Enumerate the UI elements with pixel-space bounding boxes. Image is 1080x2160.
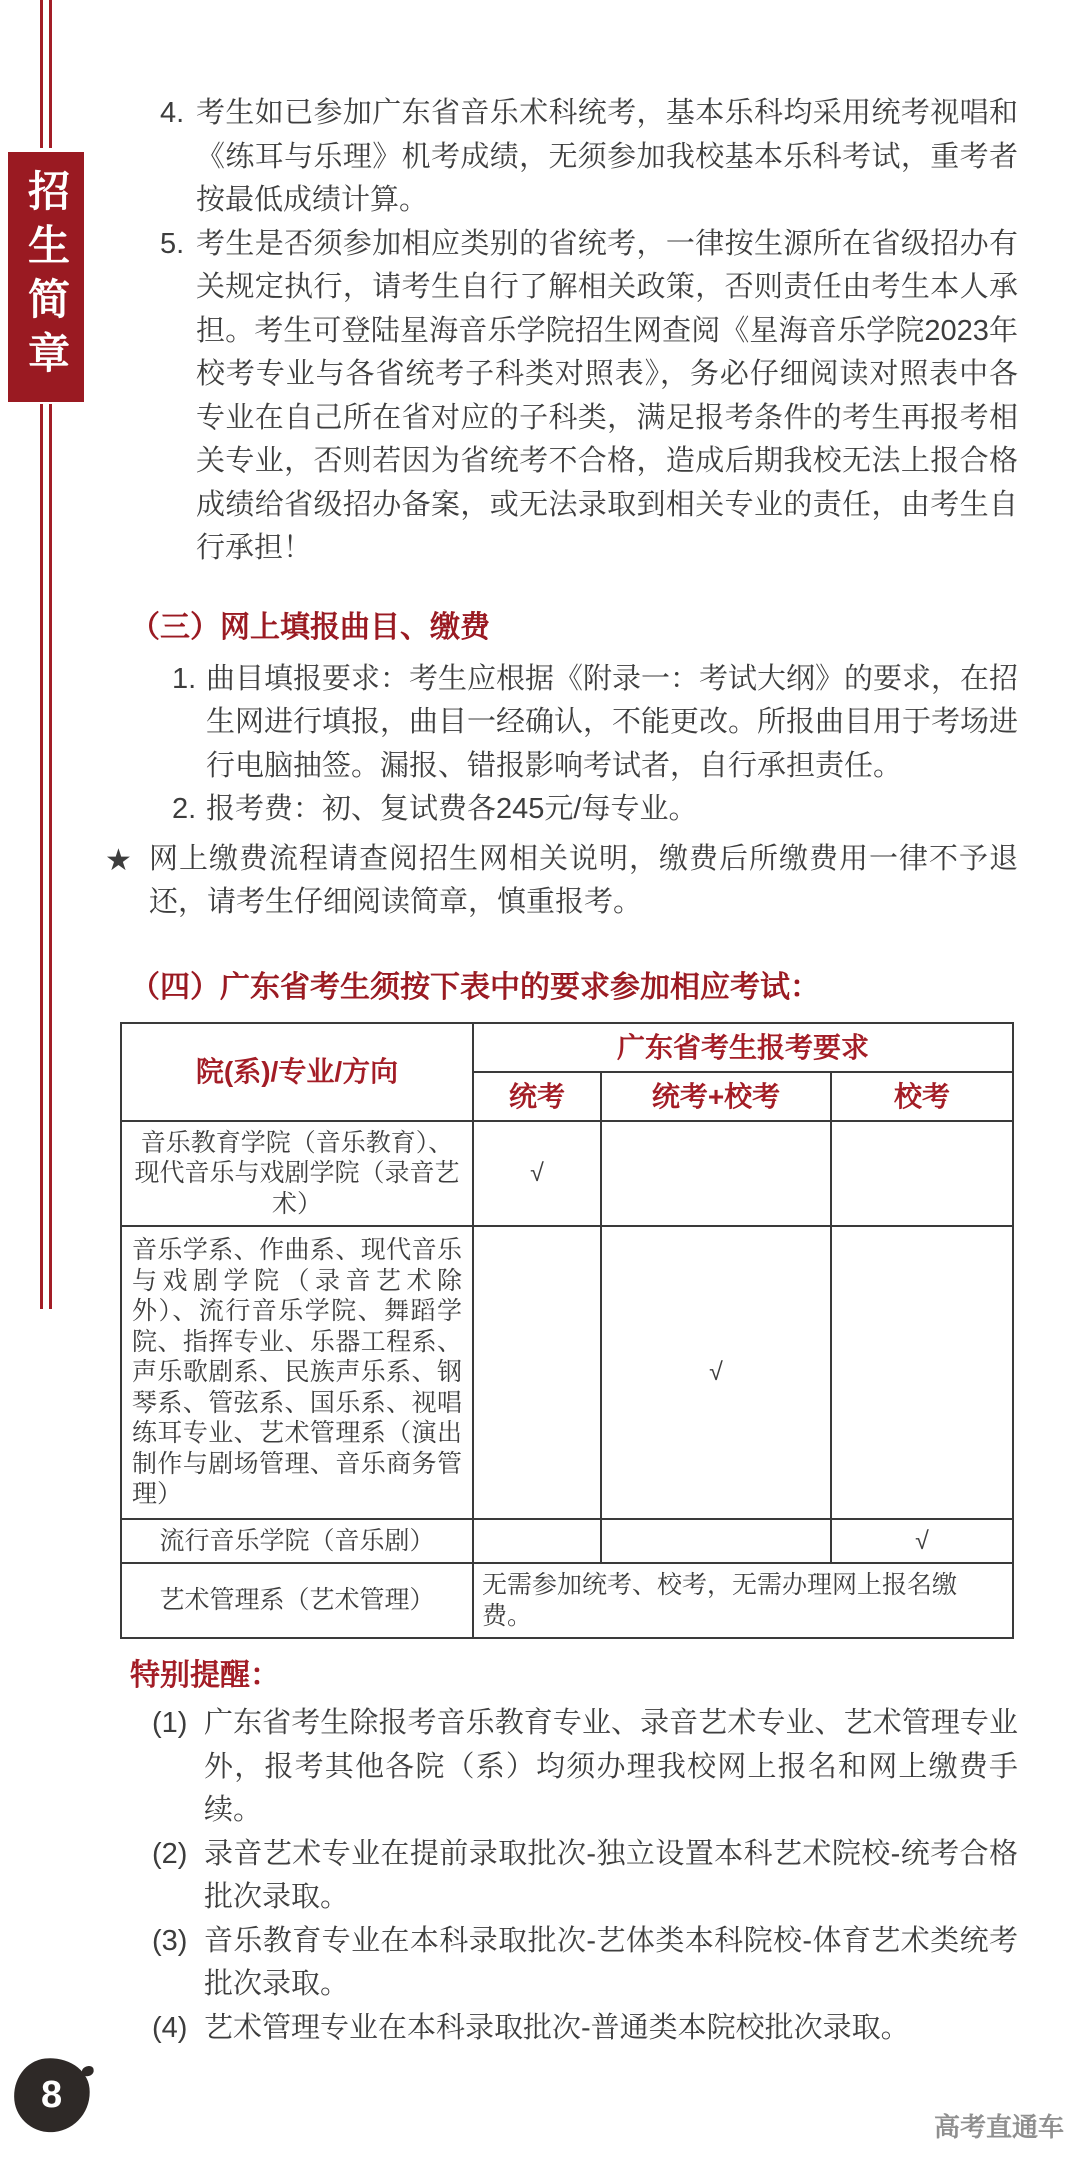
check-cell: [473, 1519, 601, 1564]
list-item-text: 报考费：初、复试费各245元/每专业。: [206, 793, 698, 825]
table-row: [121, 1519, 1013, 1564]
reminder-item-3: [152, 1920, 1018, 2007]
reminder-heading: 特别提醒：: [130, 1659, 280, 1692]
left-double-rule-top: [40, 0, 52, 148]
col-header-major: 院(系)/专业/方向: [121, 1023, 473, 1121]
page-number: 8: [41, 2073, 63, 2116]
list-item-number: (4): [152, 2011, 188, 2044]
check-cell: [473, 1226, 601, 1519]
check-cell: √: [601, 1226, 831, 1519]
section3-item-2: [172, 788, 1018, 832]
reminder-item-4: [152, 2007, 1018, 2051]
major-cell: 流行音乐学院（音乐剧）: [121, 1519, 473, 1564]
left-double-rule-bottom: [40, 404, 52, 1309]
side-banner: [8, 152, 84, 402]
major-cell: 音乐学系、作曲系、现代音乐与戏剧学院（录音艺术除外）、流行音乐学院、舞蹈学院、指挥专业、乐器工程系、声乐歌剧系、民族声乐系、钢琴系、管弦系、国乐系、视唱练耳专业、艺术管理系（演出制作与剧场管理、音乐商务管理）: [121, 1226, 473, 1519]
col-header-tongkao-xiaokao: 统考+校考: [601, 1072, 831, 1121]
list-item-5: [100, 223, 1018, 571]
star-note: [105, 838, 1018, 925]
list-item-number: 1.: [172, 662, 197, 695]
check-cell: √: [473, 1121, 601, 1227]
list-item-text: 录音艺术专业在提前录取批次-独立设置本科艺术院校-统考合格批次录取。: [204, 1837, 1018, 1913]
check-cell: [601, 1121, 831, 1227]
table-header-row-1: [121, 1023, 1013, 1072]
star-icon: ★: [105, 843, 132, 877]
list-item-number: (1): [152, 1707, 188, 1739]
col-header-tongkao: 统考: [473, 1072, 601, 1121]
major-cell: 艺术管理系（艺术管理）: [121, 1563, 473, 1638]
table-row: [121, 1226, 1013, 1519]
reminder-item-1: [152, 1702, 1018, 1833]
list-item-number: 5.: [160, 227, 185, 260]
list-item-number: 4.: [160, 97, 185, 129]
list-item-number: (2): [152, 1837, 188, 1870]
list-item-text: 音乐教育专业在本科录取批次-艺体类本科院校-体育艺术类统考批次录取。: [204, 1924, 1018, 2000]
list-item-text: 广东省考生除报考音乐教育专业、录音艺术专业、艺术管理专业外，报考其他各院（系）均须办理我校网上报名和网上缴费手续。: [204, 1707, 1018, 1826]
list-item-text: 考生如已参加广东省音乐术科统考，基本乐科均采用统考视唱和《练耳与乐理》机考成绩，无须参加我校基本乐科考试，重考者按最低成绩计算。: [196, 97, 1018, 216]
check-cell: [831, 1226, 1013, 1519]
col-header-group: 广东省考生报考要求: [473, 1023, 1013, 1072]
page-content: [100, 92, 1018, 2050]
list-item-number: (3): [152, 1924, 188, 1957]
page-number-badge: [10, 2054, 93, 2136]
check-cell: [601, 1519, 831, 1564]
col-header-xiaokao: 校考: [831, 1072, 1013, 1121]
check-cell: [831, 1121, 1013, 1227]
table-row: [121, 1121, 1013, 1227]
check-cell: √: [831, 1519, 1013, 1564]
star-note-text: 网上缴费流程请查阅招生网相关说明，缴费后所缴费用一律不予退还，请考生仔细阅读简章，慎重报考。: [149, 842, 1018, 918]
side-banner-text: 招生简章: [23, 169, 70, 385]
list-item-text: 考生是否须参加相应类别的省统考，一律按生源所在省级招办有关规定执行，请考生自行了解相关政策，否则责任由考生本人承担。考生可登陆星海音乐学院招生网查阅《星海音乐学院2023年校考专业与各省统考子科类对照表》，务必仔细阅读对照表中各专业在自己所在省对应的子科类，满足报考条件的考生再报考相关专业，否则若因为省统考不合格，造成后期我校无法上报合格成绩给省级招办备案，或无法录取到相关专业的责任，由考生自行承担！: [196, 227, 1018, 564]
exam-requirements-table: [120, 1022, 1014, 1640]
list-item-text: 艺术管理专业在本科录取批次-普通类本院校批次录取。: [204, 2011, 910, 2044]
section3-item-1: [172, 658, 1018, 789]
section3-heading: （三）网上填报曲目、缴费: [130, 610, 490, 644]
reminder-item-2: [152, 1833, 1018, 1920]
list-item-number: 2.: [172, 793, 197, 825]
table-row: [121, 1563, 1013, 1638]
note-cell: 无需参加统考、校考，无需办理网上报名缴费。: [473, 1563, 1013, 1638]
watermark-text: 高考直通车: [933, 2112, 1064, 2142]
section4-heading: （四）广东省考生须按下表中的要求参加相应考试：: [130, 970, 820, 1004]
major-cell: 音乐教育学院（音乐教育）、现代音乐与戏剧学院（录音艺术）: [121, 1121, 473, 1227]
list-item-text: 曲目填报要求：考生应根据《附录一：考试大纲》的要求，在招生网进行填报，曲目一经确认，不能更改。所报曲目用于考场进行电脑抽签。漏报、错报影响考试者，自行承担责任。: [206, 662, 1019, 782]
list-item-4: [100, 92, 1018, 223]
